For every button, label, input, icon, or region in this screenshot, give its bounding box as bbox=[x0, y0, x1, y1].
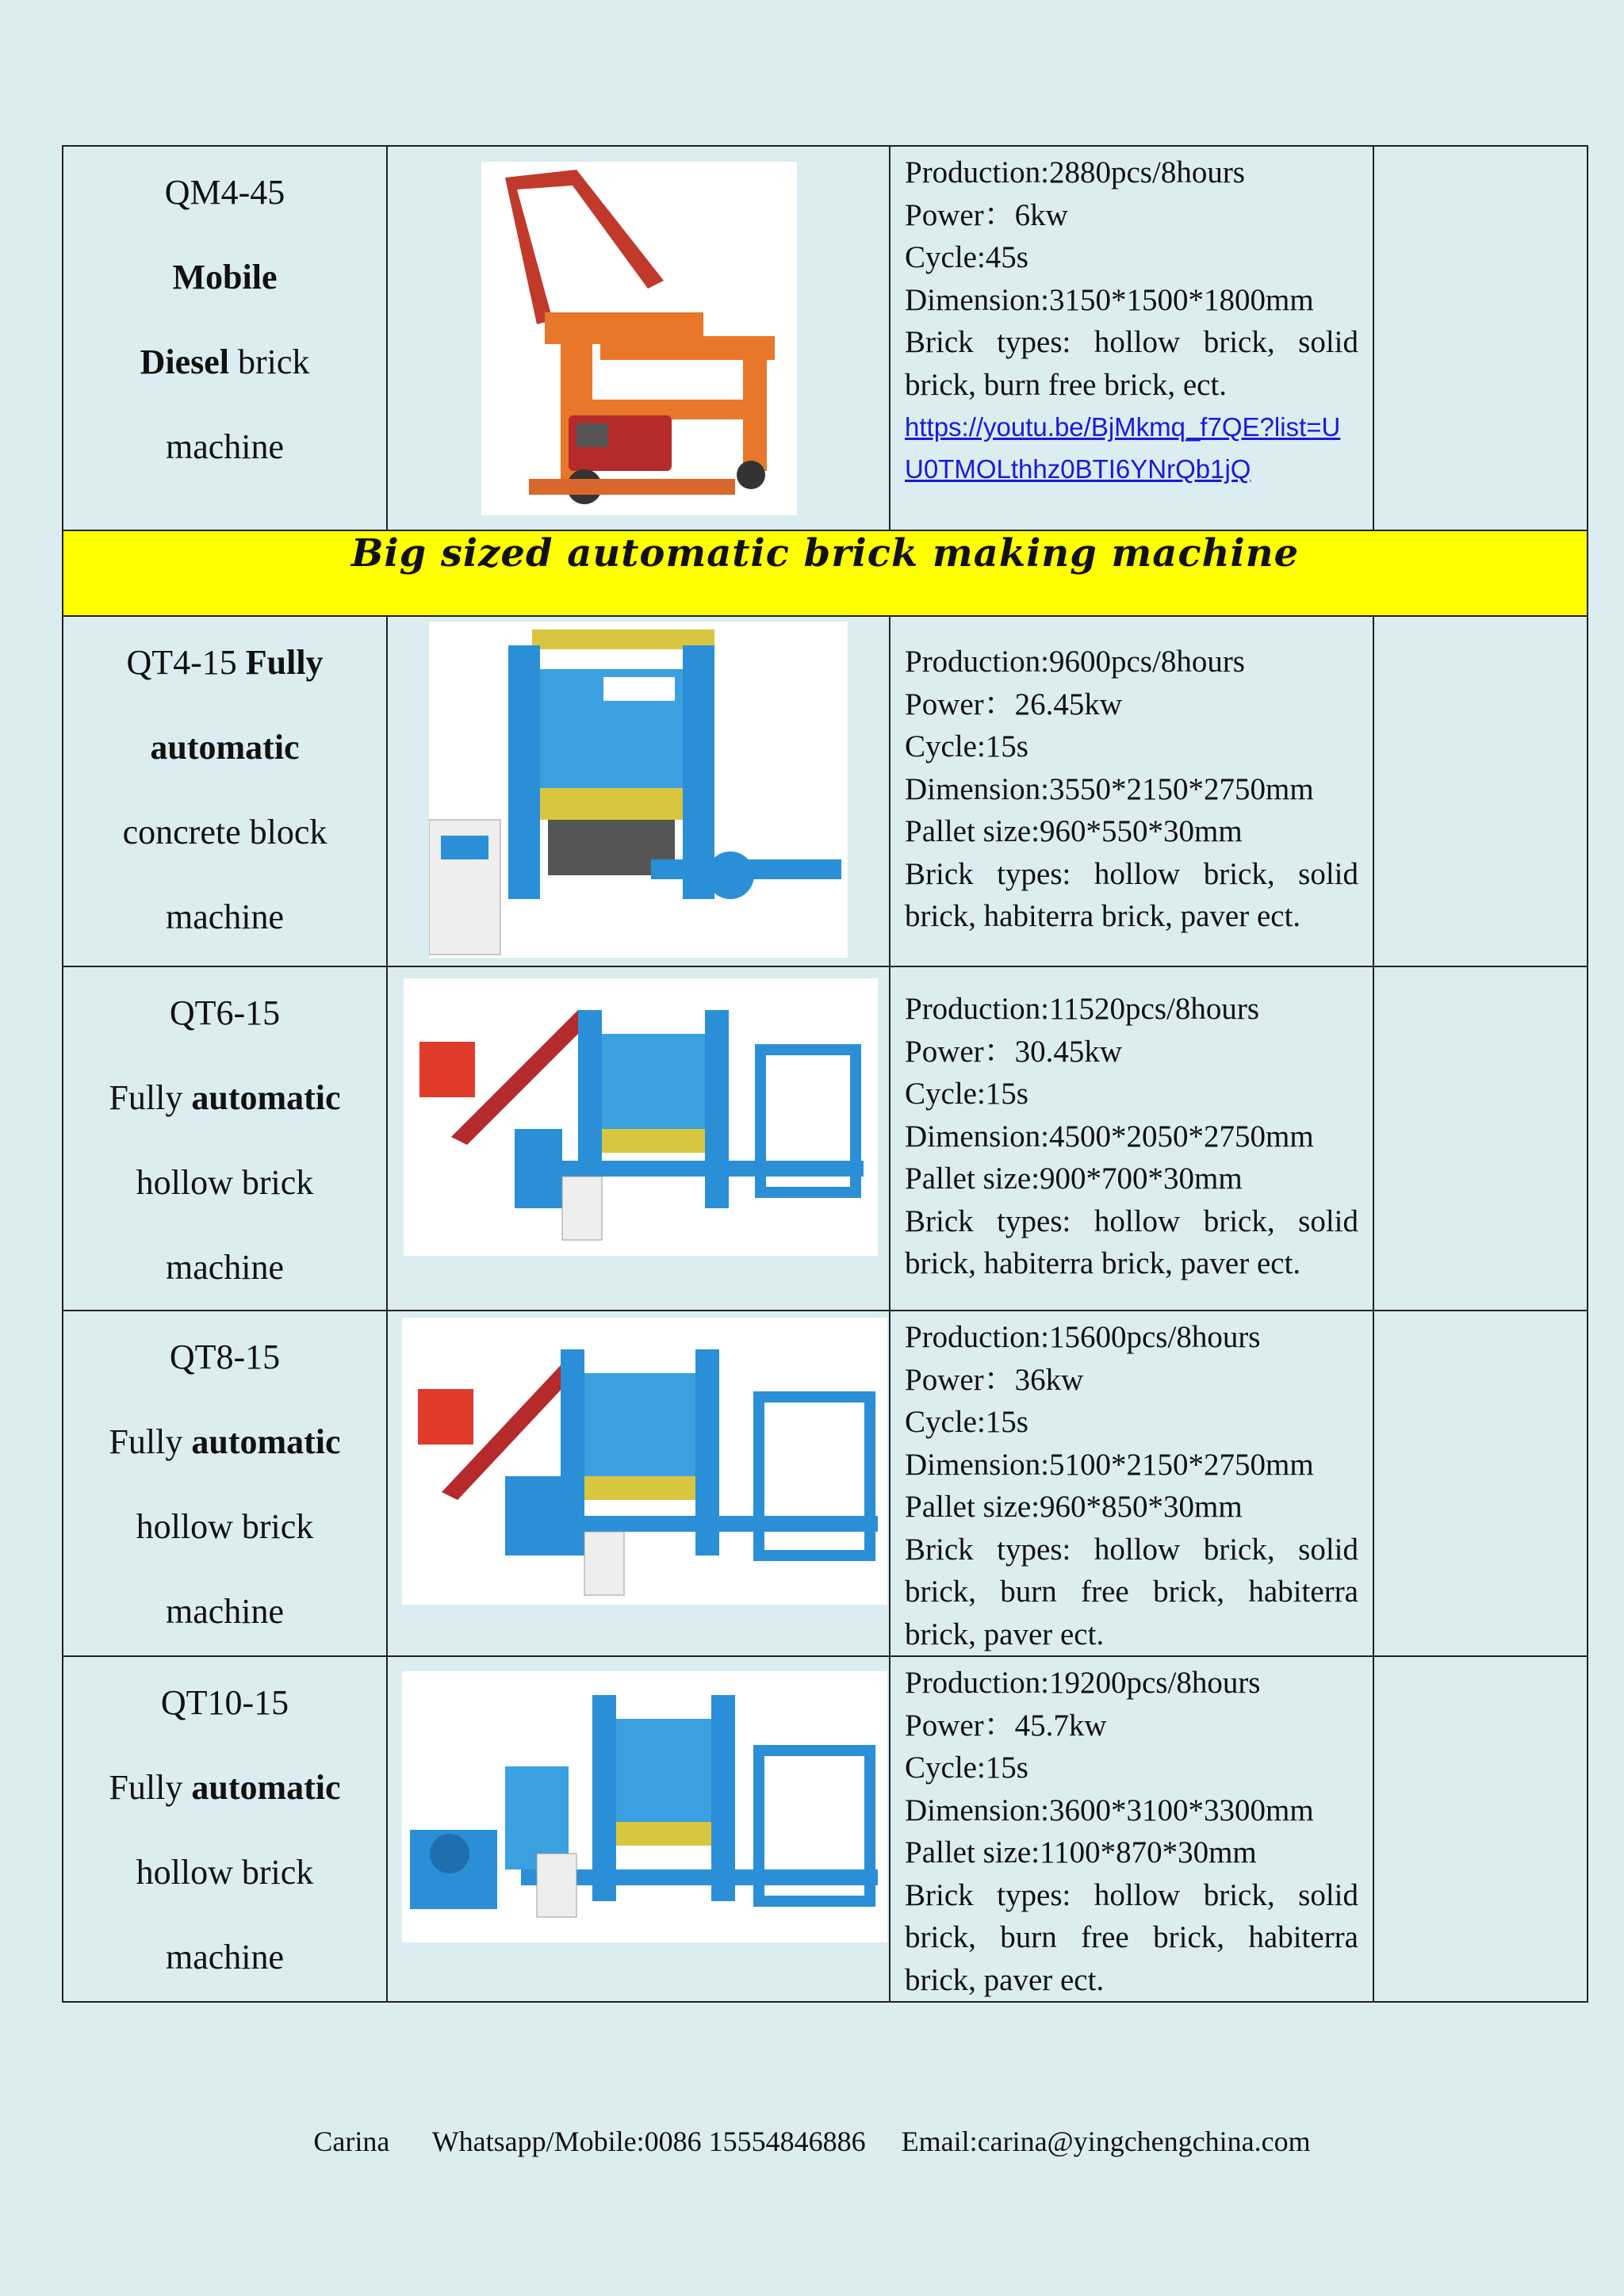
product-specs-cell bbox=[890, 966, 1373, 1311]
empty-cell bbox=[1373, 1311, 1588, 1656]
empty-cell bbox=[1373, 1656, 1588, 2002]
spec-power: Power：6kw bbox=[905, 197, 1068, 232]
table-row bbox=[63, 616, 1588, 966]
product-name-line: automatic bbox=[150, 728, 300, 767]
spec-cycle: Cycle:45s bbox=[905, 240, 1028, 274]
spec-dimension: Dimension:3600*3100*3300mm bbox=[905, 1793, 1314, 1827]
spec-power: Power：30.45kw bbox=[905, 1034, 1123, 1069]
spec-pallet-size: Pallet size:960*550*30mm bbox=[905, 814, 1243, 848]
section-banner-row bbox=[63, 530, 1588, 616]
spec-production: Production:11520pcs/8hours bbox=[905, 992, 1260, 1026]
product-name-cell bbox=[63, 146, 387, 530]
spec-brick-types: Brick types: hollow brick, solid brick, habiterra brick, paver ect. bbox=[905, 1203, 1358, 1280]
product-specs-cell bbox=[890, 146, 1373, 530]
spec-power: Power：26.45kw bbox=[905, 687, 1123, 721]
product-name-cell bbox=[63, 616, 387, 966]
product-name-cell bbox=[63, 1656, 387, 2002]
product-name-line: Fully automatic bbox=[109, 1422, 341, 1461]
product-image-cell bbox=[387, 616, 890, 966]
spec-production: Production:19200pcs/8hours bbox=[905, 1666, 1261, 1700]
spec-production: Production:9600pcs/8hours bbox=[905, 645, 1245, 679]
product-model: QM4-45 bbox=[164, 173, 285, 212]
qt4-15-machine-image bbox=[429, 622, 848, 958]
spec-dimension: Dimension:5100*2150*2750mm bbox=[905, 1447, 1314, 1482]
product-specs-cell bbox=[890, 1656, 1373, 2002]
spec-production: Production:2880pcs/8hours bbox=[905, 155, 1245, 189]
product-specs-cell bbox=[890, 616, 1373, 966]
product-name-line: Fully automatic bbox=[109, 1768, 341, 1807]
spec-cycle: Cycle:15s bbox=[905, 729, 1028, 763]
product-name-line: Fully automatic bbox=[109, 1078, 341, 1117]
table-row bbox=[63, 1311, 1588, 1656]
spec-dimension: Dimension:3150*1500*1800mm bbox=[905, 282, 1314, 317]
spec-production: Production:15600pcs/8hours bbox=[905, 1320, 1261, 1354]
product-table bbox=[62, 145, 1588, 2003]
product-name-line: machine bbox=[165, 1592, 285, 1631]
empty-cell bbox=[1373, 966, 1588, 1311]
product-name-line: machine bbox=[165, 1248, 285, 1287]
spec-cycle: Cycle:15s bbox=[905, 1405, 1028, 1439]
spec-brick-types: Brick types: hollow brick, solid brick, burn free brick, habiterra brick, paver ect. bbox=[905, 1532, 1358, 1651]
product-name-line: QT4-15 Fully bbox=[126, 643, 324, 682]
spec-power: Power：45.7kw bbox=[905, 1708, 1107, 1743]
spec-pallet-size: Pallet size:1100*870*30mm bbox=[905, 1835, 1257, 1869]
spec-dimension: Dimension:3550*2150*2750mm bbox=[905, 771, 1314, 806]
empty-cell bbox=[1373, 146, 1588, 530]
video-link[interactable]: https://youtu.be/BjMkmq_f7QE?list=UU0TMOLthhz0BTI6YNrQb1jQ bbox=[905, 412, 1341, 484]
product-image-cell bbox=[387, 966, 890, 1311]
product-name-line: QT10-15 bbox=[160, 1683, 289, 1722]
product-type-line: machine bbox=[165, 427, 285, 466]
product-name-line: QT8-15 bbox=[169, 1337, 281, 1376]
spec-brick-types: Brick types: hollow brick, solid brick, burn free brick, ect. bbox=[905, 325, 1358, 402]
qt8-15-machine-image bbox=[402, 1318, 887, 1605]
qt6-15-machine-image bbox=[404, 978, 878, 1256]
product-name-line: concrete block bbox=[122, 813, 327, 851]
table-row bbox=[63, 1656, 1588, 2002]
product-name-line: hollow brick bbox=[136, 1507, 314, 1546]
product-image-cell bbox=[387, 146, 890, 530]
contact-footer: Carina Whatsapp/Mobile:0086 15554846886 Email:carina@yingchengchina.com bbox=[313, 2126, 1311, 2157]
product-image-cell bbox=[387, 1311, 890, 1656]
mobile-diesel-machine-image bbox=[481, 162, 797, 515]
product-name-line: QT6-15 bbox=[169, 993, 281, 1032]
spec-dimension: Dimension:4500*2050*2750mm bbox=[905, 1119, 1314, 1154]
product-type-line: Diesel brick bbox=[140, 342, 310, 381]
spec-cycle: Cycle:15s bbox=[905, 1751, 1028, 1785]
qt10-15-machine-image bbox=[402, 1671, 887, 1942]
spec-brick-types: Brick types: hollow brick, solid brick, burn free brick, habiterra brick, paver ect. bbox=[905, 1877, 1358, 1997]
empty-cell bbox=[1373, 616, 1588, 966]
product-name-line: hollow brick bbox=[136, 1163, 314, 1202]
section-banner-title: Big sized automatic brick making machine bbox=[350, 531, 1300, 576]
product-image-cell bbox=[387, 1656, 890, 2002]
product-name-line: hollow brick bbox=[136, 1853, 314, 1892]
table-row bbox=[63, 966, 1588, 1311]
spec-pallet-size: Pallet size:900*700*30mm bbox=[905, 1161, 1243, 1196]
product-name-cell bbox=[63, 966, 387, 1311]
product-type-line: Mobile bbox=[172, 258, 278, 297]
product-name-cell bbox=[63, 1311, 387, 1656]
section-banner bbox=[63, 530, 1588, 616]
spec-power: Power：36kw bbox=[905, 1362, 1084, 1397]
product-name-line: machine bbox=[165, 897, 285, 936]
product-specs-cell bbox=[890, 1311, 1373, 1656]
table-row bbox=[63, 146, 1588, 530]
spec-brick-types: Brick types: hollow brick, solid brick, habiterra brick, paver ect. bbox=[905, 856, 1358, 933]
product-name-line: machine bbox=[165, 1938, 285, 1976]
spec-pallet-size: Pallet size:960*850*30mm bbox=[905, 1490, 1243, 1524]
spec-cycle: Cycle:15s bbox=[905, 1077, 1028, 1111]
